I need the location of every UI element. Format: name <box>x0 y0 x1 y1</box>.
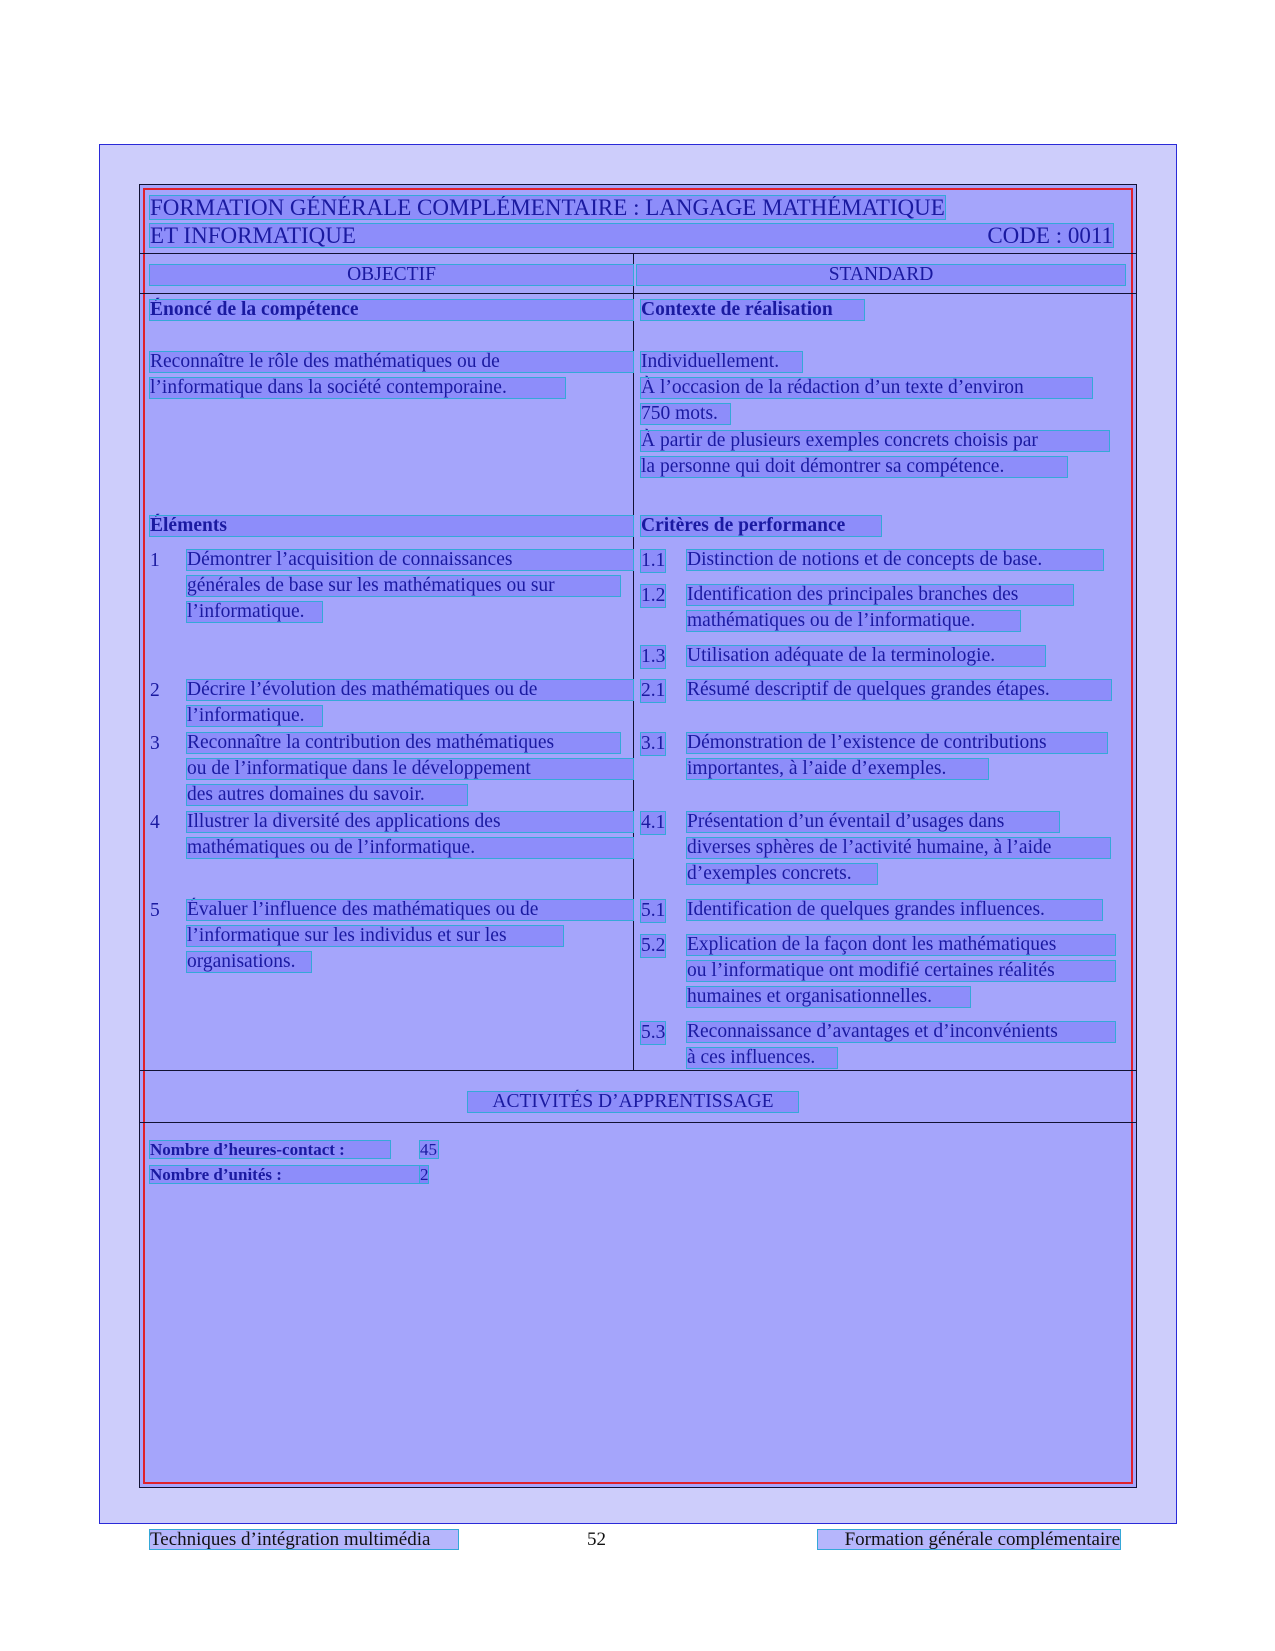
criterion-line: diverses sphères de l’activité humaine, à l’aide <box>687 838 1110 858</box>
standard-label: STANDARD <box>828 264 934 285</box>
criterion-number: 5.3 <box>641 1022 666 1043</box>
context-line: la personne qui doit démontrer sa compétence. <box>641 457 1067 477</box>
criterion-line: ou l’informatique ont modifié certaines réalités <box>687 961 1115 981</box>
context-line: À partir de plusieurs exemples concrets choisis par <box>641 431 1109 451</box>
element-line: l’informatique. <box>187 706 322 726</box>
page-number: 52 <box>587 1529 606 1550</box>
criterion-line: Identification de quelques grandes influences. <box>687 900 1102 920</box>
context-line: 750 mots. <box>641 404 730 424</box>
element-line: organisations. <box>187 952 311 972</box>
element-line: l’informatique sur les individus et sur les <box>187 926 563 946</box>
element-line: Démontrer l’acquisition de connaissances <box>187 550 633 570</box>
criterion-line: Reconnaissance d’avantages et d’inconvénients <box>687 1022 1115 1042</box>
criterion-line: Identification des principales branches des <box>687 585 1073 605</box>
element-number: 1 <box>150 550 160 571</box>
criterion-line: mathématiques ou de l’informatique. <box>687 611 1020 631</box>
criterion-number: 3.1 <box>641 733 666 754</box>
rule-above-activities <box>139 1070 1137 1071</box>
rule-under-activities <box>139 1122 1137 1123</box>
criterion-number: 1.1 <box>641 550 666 571</box>
column-divider <box>633 253 634 1070</box>
footer-section: Formation générale complémentaire <box>818 1530 1120 1549</box>
criterion-number: 4.1 <box>641 812 666 833</box>
criterion-number: 2.1 <box>641 680 666 701</box>
form-title-line1: FORMATION GÉNÉRALE COMPLÉMENTAIRE : LANGAGE MATHÉMATIQUE <box>150 195 945 220</box>
element-line: Évaluer l’influence des mathématiques ou de <box>187 900 633 920</box>
elements-heading: Éléments <box>150 516 633 536</box>
element-line: Décrire l’évolution des mathématiques ou de <box>187 680 633 700</box>
standard-column-header <box>637 265 1125 285</box>
competence-line: l’informatique dans la société contemporaine. <box>150 378 565 398</box>
objective-label: OBJECTIF <box>347 264 436 285</box>
criterion-line: importantes, à l’aide d’exemples. <box>687 759 988 779</box>
activities-heading: ACTIVITÉS D’APPRENTISSAGE <box>468 1092 798 1112</box>
criterion-line: Explication de la façon dont les mathématiques <box>687 935 1115 955</box>
criteria-heading: Critères de performance <box>641 516 881 536</box>
rule-under-title <box>139 253 1137 254</box>
criterion-number: 5.1 <box>641 900 666 921</box>
criterion-line: d’exemples concrets. <box>687 864 877 884</box>
element-line: Reconnaître la contribution des mathématiques <box>187 733 620 753</box>
criterion-number: 5.2 <box>641 935 666 956</box>
context-heading: Contexte de réalisation <box>641 300 864 320</box>
contact-hours-label: Nombre d’heures-contact : <box>150 1141 390 1158</box>
competence-line: Reconnaître le rôle des mathématiques ou de <box>150 352 633 372</box>
element-number: 3 <box>150 733 160 754</box>
element-line: des autres domaines du savoir. <box>187 785 467 805</box>
element-line: l’informatique. <box>187 602 322 622</box>
element-line: ou de l’informatique dans le développement <box>187 759 633 779</box>
context-line: Individuellement. <box>641 352 802 372</box>
criterion-line: à ces influences. <box>687 1048 837 1068</box>
element-line: générales de base sur les mathématiques ou sur <box>187 576 620 596</box>
element-number: 2 <box>150 680 160 701</box>
form-title-line2-text: ET INFORMATIQUE <box>150 223 356 248</box>
element-number: 5 <box>150 900 160 921</box>
context-line: À l’occasion de la rédaction d’un texte d’environ <box>641 378 1092 398</box>
criterion-number: 1.3 <box>641 646 666 667</box>
criterion-line: Distinction de notions et de concepts de base. <box>687 550 1103 570</box>
units-value: 2 <box>420 1165 429 1184</box>
criterion-line: Démonstration de l’existence de contributions <box>687 733 1107 753</box>
element-line: Illustrer la diversité des applications des <box>187 812 633 832</box>
units-label: Nombre d’unités : <box>150 1166 428 1183</box>
rule-under-columns <box>139 293 1137 294</box>
criterion-line: humaines et organisationnelles. <box>687 987 970 1007</box>
footer-program: Techniques d’intégration multimédia <box>150 1530 458 1549</box>
criterion-line: Utilisation adéquate de la terminologie. <box>687 646 1045 666</box>
element-number: 4 <box>150 812 160 833</box>
competence-heading: Énoncé de la compétence <box>150 300 633 320</box>
contact-hours-value: 45 <box>420 1140 437 1159</box>
form-title-line2 <box>150 224 1113 247</box>
criterion-line: Résumé descriptif de quelques grandes étapes. <box>687 680 1111 700</box>
objective-column-header <box>150 265 633 285</box>
criterion-line: Présentation d’un éventail d’usages dans <box>687 812 1059 832</box>
course-code: CODE : 0011 <box>987 223 1113 248</box>
element-line: mathématiques ou de l’informatique. <box>187 838 633 858</box>
criterion-number: 1.2 <box>641 585 666 606</box>
